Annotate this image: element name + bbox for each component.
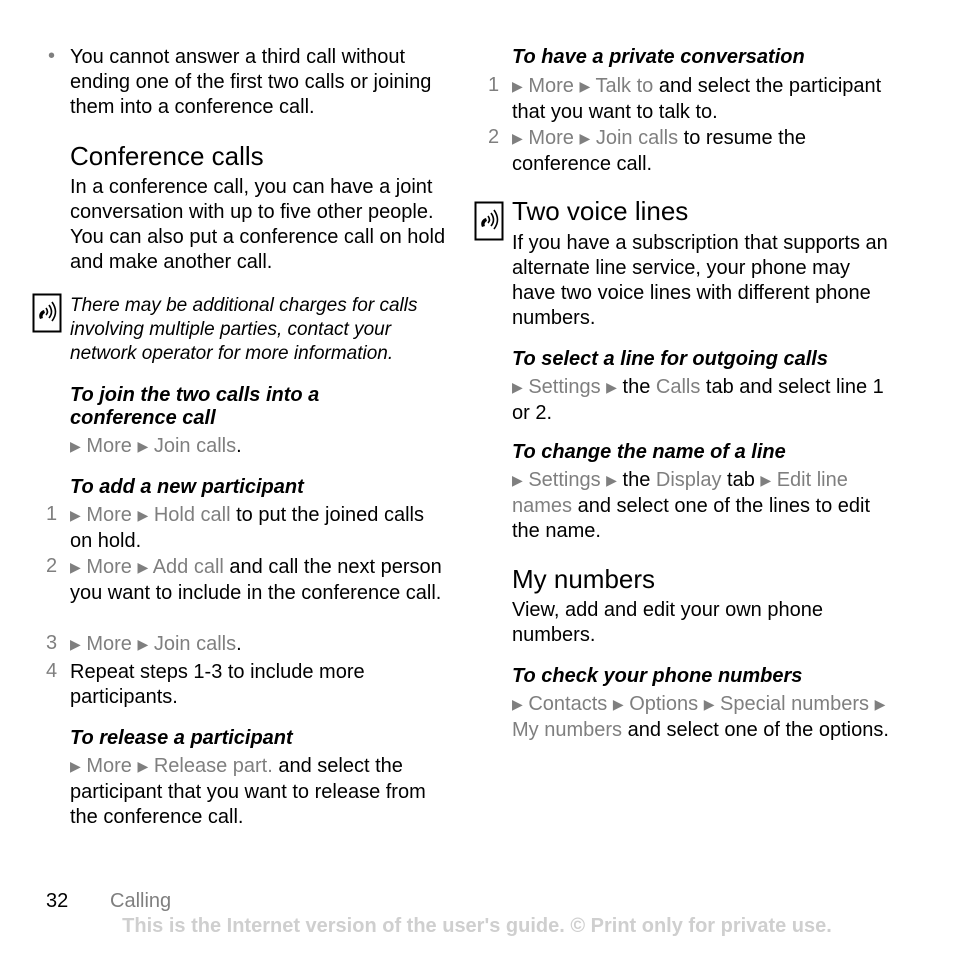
- step-number: 2: [46, 555, 58, 577]
- step-number: 1: [488, 74, 500, 96]
- menu-options[interactable]: Options: [629, 693, 699, 715]
- triangle-right-icon: ▶: [137, 636, 149, 652]
- bullet-text: You cannot answer a third call without ending one of the first two calls or joining them into a conference call.: [70, 46, 432, 118]
- menu-special-numbers[interactable]: Special numbers: [720, 693, 869, 715]
- section-title: Calling: [110, 890, 172, 912]
- menu-edit-line-names[interactable]: Edit line names: [512, 469, 848, 517]
- triangle-right-icon: ▶: [70, 636, 81, 652]
- two-voice-lines-body: If you have a subscription that supports an alternate line service, your phone may have two voice lines with different phone numbers.: [512, 232, 888, 329]
- triangle-right-icon: ▶: [579, 78, 591, 94]
- triangle-right-icon: ▶: [70, 507, 81, 523]
- step-text: Repeat steps 1-3 to include more participants.: [70, 661, 365, 708]
- menu-settings[interactable]: Settings: [528, 469, 601, 491]
- triangle-right-icon: ▶: [612, 696, 624, 712]
- menu-contacts[interactable]: Contacts: [528, 693, 608, 715]
- triangle-right-icon: ▶: [137, 559, 149, 575]
- phone-note-icon: [32, 293, 62, 333]
- change-line-name-step: ▶ Settings ▶ the Display tab ▶ Edit line names and select one of the lines to edit the name.: [512, 469, 871, 542]
- triangle-right-icon: ▶: [512, 472, 523, 488]
- triangle-right-icon: ▶: [512, 130, 523, 146]
- menu-display-tab[interactable]: Display: [655, 469, 722, 491]
- change-line-name-subheading: To change the name of a line: [512, 441, 786, 463]
- triangle-right-icon: ▶: [579, 130, 591, 146]
- triangle-right-icon: ▶: [606, 379, 617, 395]
- menu-more[interactable]: More: [528, 75, 574, 97]
- menu-more[interactable]: More: [86, 556, 132, 578]
- triangle-right-icon: ▶: [70, 758, 81, 774]
- triangle-right-icon: ▶: [703, 696, 715, 712]
- conference-calls-body: In a conference call, you can have a joint conversation with up to five other people. You can also put a conference call on hold and make another call.: [70, 176, 446, 273]
- add-step-3: 3 ▶ More ▶ Join calls.: [46, 632, 242, 655]
- phone-note-icon: [474, 201, 504, 241]
- release-step: ▶ More ▶ Release part. and select the participant that you want to release from the conference call.: [70, 755, 426, 828]
- check-numbers-step: ▶ Contacts ▶ Options ▶ Special numbers ▶ My numbers and select one of the options.: [512, 693, 889, 741]
- menu-join-calls[interactable]: Join calls: [153, 633, 237, 655]
- internet-version-notice: This is the Internet version of the user's guide. © Print only for private use.: [122, 915, 832, 937]
- triangle-right-icon: ▶: [512, 379, 523, 395]
- menu-more[interactable]: More: [528, 127, 574, 149]
- menu-join-calls[interactable]: Join calls: [153, 435, 237, 457]
- step-number: 2: [488, 126, 500, 148]
- join-calls-step: ▶ More ▶ Join calls.: [70, 435, 242, 457]
- step-number: 4: [46, 660, 58, 682]
- step-number: 3: [46, 632, 58, 654]
- menu-calls-tab[interactable]: Calls: [655, 376, 701, 398]
- step-number: 1: [46, 503, 58, 525]
- triangle-right-icon: ▶: [760, 472, 772, 488]
- menu-my-numbers[interactable]: My numbers: [512, 719, 623, 741]
- menu-talk-to[interactable]: Talk to: [595, 75, 654, 97]
- triangle-right-icon: ▶: [512, 696, 523, 712]
- add-step-2: 2 ▶ More ▶ Add call and call the next person you want to include in the conference call.: [46, 555, 442, 604]
- menu-more[interactable]: More: [86, 435, 132, 457]
- my-numbers-heading: My numbers: [512, 564, 656, 594]
- triangle-right-icon: ▶: [606, 472, 617, 488]
- menu-add-call[interactable]: Add call: [152, 556, 224, 578]
- page-number: 32: [46, 890, 69, 912]
- check-numbers-subheading: To check your phone numbers: [512, 665, 803, 687]
- two-voice-lines-heading: Two voice lines: [512, 196, 689, 226]
- conference-calls-heading: Conference calls: [70, 141, 264, 171]
- private-conversation-subheading: To have a private conversation: [512, 46, 805, 68]
- triangle-right-icon: ▶: [137, 758, 149, 774]
- triangle-right-icon: ▶: [70, 559, 81, 575]
- triangle-right-icon: ▶: [512, 78, 523, 94]
- menu-hold-call[interactable]: Hold call: [153, 504, 231, 526]
- add-step-4: [46, 660, 450, 710]
- bullet-dot: •: [48, 45, 56, 67]
- add-step-1: 1 ▶ More ▶ Hold call to put the joined calls on hold.: [46, 503, 424, 552]
- menu-more[interactable]: More: [86, 755, 132, 777]
- triangle-right-icon: ▶: [70, 438, 81, 454]
- triangle-right-icon: ▶: [874, 696, 886, 712]
- bullet-item: [48, 45, 450, 120]
- add-participant-subheading: To add a new participant: [70, 476, 304, 498]
- triangle-right-icon: ▶: [137, 507, 149, 523]
- additional-charges-note: There may be additional charges for calls involving multiple parties, contact your network operator for more information.: [70, 295, 418, 364]
- release-participant-subheading: To release a participant: [70, 727, 293, 749]
- private-step-1: 1 ▶ More ▶ Talk to and select the participant that you want to talk to.: [488, 74, 882, 123]
- menu-more[interactable]: More: [86, 504, 132, 526]
- join-calls-subheading: To join the two calls into a conference call: [70, 384, 320, 429]
- triangle-right-icon: ▶: [137, 438, 149, 454]
- select-line-subheading: To select a line for outgoing calls: [512, 348, 828, 370]
- private-step-2: 2 ▶ More ▶ Join calls to resume the conference call.: [488, 126, 806, 175]
- select-line-step: ▶ Settings ▶ the Calls tab and select line 1 or 2.: [512, 376, 884, 424]
- my-numbers-body: View, add and edit your own phone numbers.: [512, 599, 823, 646]
- menu-release-part[interactable]: Release part.: [153, 755, 273, 777]
- menu-more[interactable]: More: [86, 633, 132, 655]
- menu-settings[interactable]: Settings: [528, 376, 601, 398]
- menu-join-calls[interactable]: Join calls: [595, 127, 679, 149]
